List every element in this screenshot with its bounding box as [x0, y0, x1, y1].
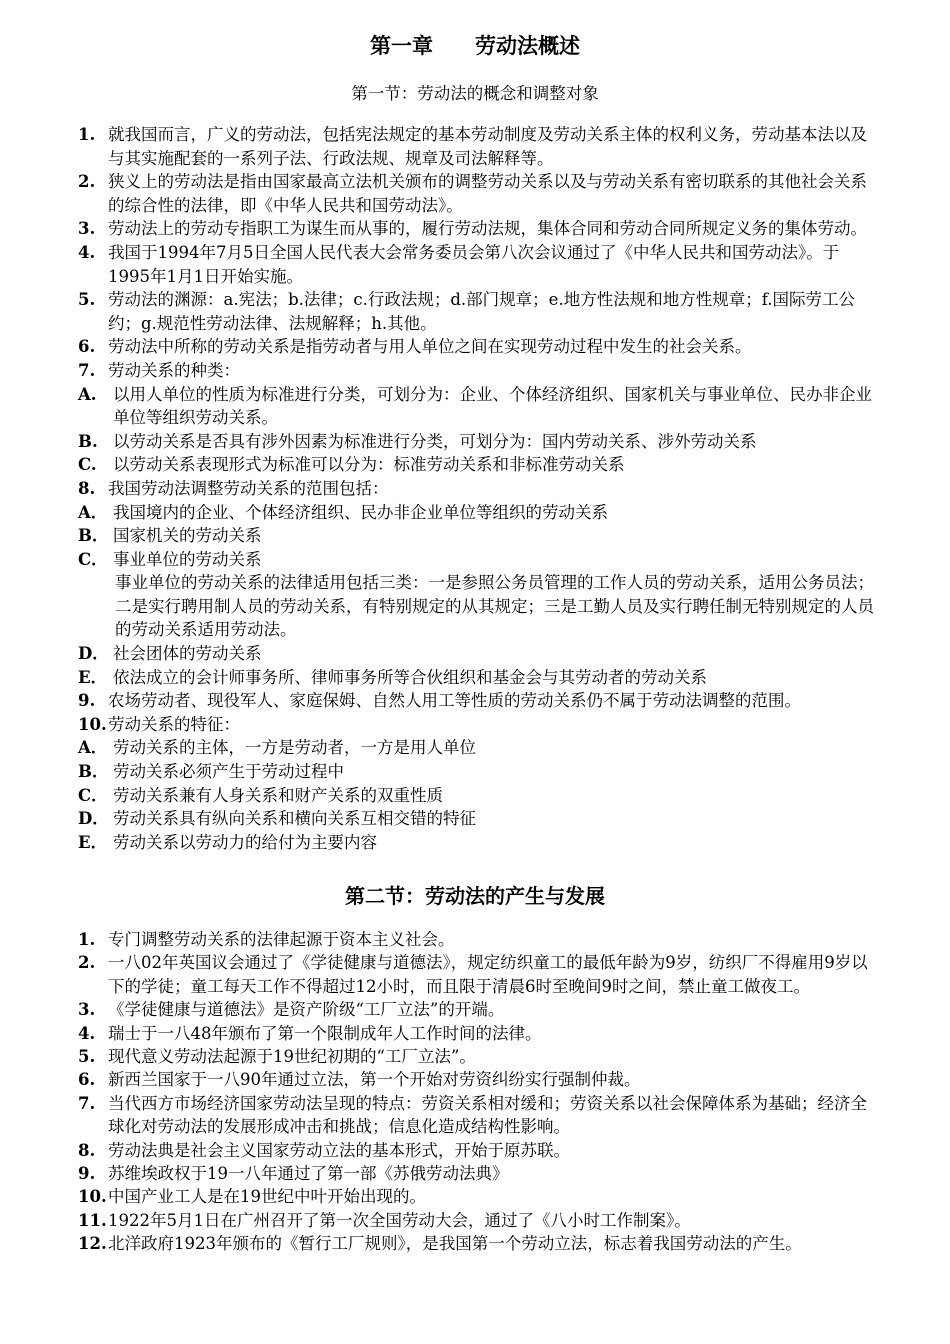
list-item-marker: A． [78, 738, 108, 758]
list-item-marker: E． [78, 667, 108, 687]
list-item-text: 瑞士于一八48年颁布了第一个限制成年人工作时间的法律。 [108, 1023, 542, 1043]
list-item [78, 288, 878, 335]
list-item-text: 以劳动关系表现形式为标准可以分为：标准劳动关系和非标准劳动关系 [113, 455, 625, 475]
list-item-marker: 12. [78, 1234, 107, 1254]
list-item [78, 524, 878, 548]
list-item-marker: 1. [78, 930, 96, 949]
list-item-text: 依法成立的会计师事务所、律师事务所等合伙组织和基金会与其劳动者的劳动关系 [113, 667, 707, 687]
list-item [78, 760, 878, 784]
list-item-text: 社会团体的劳动关系 [113, 644, 262, 664]
list-item [78, 1092, 878, 1139]
list-item [78, 784, 878, 808]
list-item [78, 453, 878, 477]
list-item [78, 928, 878, 951]
list-item-text: 劳动关系必须产生于劳动过程中 [113, 762, 344, 782]
list-item-text: 劳动法上的劳动专指职工为谋生而从事的，履行劳动法规，集体合同和劳动合同所规定义务的集体劳动。 [108, 219, 867, 239]
list-item-marker: 1. [78, 125, 96, 144]
list-item-text: 现代意义劳动法起源于19世纪初期的“工厂立法”。 [108, 1047, 476, 1067]
list-item [78, 359, 878, 383]
list-item-text: 1922年5月1日在广州召开了第一次全国劳动大会，通过了《八小时工作制案》。 [108, 1210, 691, 1230]
list-item-text: 事业单位的劳动关系的法律适用包括三类：一是参照公务员管理的工作人员的劳动关系，适用公务员法；二是实行聘用制人员的劳动关系，有特别规定的从其规定；三是工勤人员及实行聘任制无特别规定的人员的劳动关系适用劳动法。 [115, 573, 874, 640]
list-item-text: 中国产业工人是在19世纪中叶开始出现的。 [108, 1187, 426, 1207]
list-item-text: 一八02年英国议会通过了《学徒健康与道德法》，规定纺织童工的最低年龄为9岁，纺织厂不得雇用9岁以下的学徒；童工每天工作不得超过12小时，而且限于清晨6时至晚间9时之间，禁止童工做夜工。 [108, 953, 868, 996]
list-item-marker: 4. [78, 242, 96, 262]
list-item [78, 217, 878, 241]
list-item [78, 998, 878, 1021]
list-item-text: 劳动法典是社会主义国家劳动立法的基本形式，开始于原苏联。 [108, 1140, 570, 1160]
list-item [78, 477, 878, 501]
list-item-marker: 10. [78, 714, 107, 734]
section-2-list [78, 928, 878, 1256]
list-item-text: 新西兰国家于一八90年通过立法，第一个开始对劳资纠纷实行强制仲裁。 [108, 1070, 641, 1090]
list-item [78, 1139, 878, 1162]
list-item [78, 666, 878, 690]
list-item-marker: 6. [78, 337, 96, 357]
list-item [78, 713, 878, 737]
list-item-marker: 11. [78, 1210, 107, 1230]
list-item [78, 1068, 878, 1091]
list-item-marker: 3. [78, 219, 96, 239]
list-item-text: 专门调整劳动关系的法律起源于资本主义社会。 [108, 930, 455, 949]
section-1-list [78, 123, 878, 854]
list-item [78, 170, 878, 217]
list-item [78, 736, 878, 760]
list-item-text: 劳动法的渊源：a.宪法；b.法律；c.行政法规；d.部门规章；e.地方性法规和地方性规章；f.国际劳工公约；g.规范性劳动法律、法规解释；h.其他。 [108, 290, 855, 333]
list-item-marker: C． [78, 785, 108, 805]
list-item-marker: A. [78, 384, 97, 404]
list-item-marker: 3. [78, 1000, 96, 1020]
list-item-marker: B． [78, 762, 109, 782]
list-item-marker: 7. [78, 1093, 96, 1113]
list-item-text: 《学徒健康与道德法》是资产阶级“工厂立法”的开端。 [108, 1000, 505, 1020]
list-item-text: 北洋政府1923年颁布的《暂行工厂规则》，是我国第一个劳动立法，标志着我国劳动法的产生。 [108, 1234, 802, 1254]
list-item-marker: D． [78, 809, 109, 829]
list-item-marker: 5. [78, 1047, 96, 1067]
list-item-text: 我国境内的企业、个体经济组织、民办非企业单位等组织的劳动关系 [113, 502, 608, 522]
list-item [78, 430, 878, 454]
list-item-text: 苏维埃政权于19一八年通过了第一部《苏俄劳动法典》 [108, 1164, 509, 1184]
list-item [78, 1022, 878, 1045]
list-item [78, 335, 878, 359]
list-item-marker: 9. [78, 1164, 96, 1184]
list-item-marker: 7. [78, 360, 96, 380]
list-item-marker: 4. [78, 1023, 96, 1043]
list-item-marker: 10. [78, 1187, 107, 1207]
list-item [78, 642, 878, 666]
list-item-text: 劳动关系以劳动力的给付为主要内容 [113, 832, 377, 852]
list-item-marker: B． [78, 526, 109, 546]
list-item [78, 1209, 878, 1232]
list-item-text: 我国劳动法调整劳动关系的范围包括： [108, 478, 389, 498]
list-item-text: 我国于1994年7月5日全国人民代表大会常务委员会第八次会议通过了《中华人民共和国劳动法》。于1995年1月1日开始实施。 [108, 242, 840, 286]
list-item [78, 1232, 878, 1255]
chapter-title: 第一章 劳动法概述 [370, 33, 580, 58]
list-item-text: 就我国而言，广义的劳动法，包括宪法规定的基本劳动制度及劳动关系主体的权利义务，劳动基本法以及与其实施配套的一系列子法、行政法规、规章及司法解释等。 [108, 125, 867, 168]
list-item-text: 劳动关系的特征： [108, 714, 240, 734]
list-item [78, 123, 878, 170]
list-item-marker: 6. [78, 1070, 96, 1090]
list-item-text: 劳动关系的种类： [108, 360, 240, 380]
list-item-text: 以用人单位的性质为标准进行分类，可划分为：企业、个体经济组织、国家机关与事业单位、民办非企业单位等组织劳动关系。 [113, 384, 872, 428]
list-item-marker: D． [78, 644, 109, 664]
list-item-text: 当代西方市场经济国家劳动法呈现的特点：劳资关系相对缓和；劳资关系以社会保障体系为基础；经济全球化对劳动法的发展形成冲击和挑战；信息化造成结构性影响。 [108, 1093, 867, 1137]
list-item [78, 1185, 878, 1208]
list-item-text: 农场劳动者、现役军人、家庭保姆、自然人用工等性质的劳动关系仍不属于劳动法调整的范围。 [108, 691, 801, 711]
list-item-marker: A． [78, 502, 108, 522]
list-item-text: 劳动关系具有纵向关系和横向关系互相交错的特征 [113, 809, 476, 829]
list-item-text: 狭义上的劳动法是指由国家最高立法机关颁布的调整劳动关系以及与劳动关系有密切联系的其他社会关系的综合性的法律，即《中华人民共和国劳动法》。 [108, 172, 867, 215]
list-item-marker: 8. [78, 478, 96, 498]
list-item [78, 571, 878, 642]
list-item-marker: 9. [78, 691, 96, 711]
list-item [78, 1045, 878, 1068]
list-item-marker: B. [78, 431, 98, 451]
list-item [78, 548, 878, 572]
list-item-marker: 5. [78, 290, 96, 310]
list-item [78, 807, 878, 831]
list-item-marker: C． [78, 549, 108, 569]
list-item [78, 1162, 878, 1185]
list-item-marker: C. [78, 455, 97, 475]
list-item-text: 劳动法中所称的劳动关系是指劳动者与用人单位之间在实现劳动过程中发生的社会关系。 [108, 337, 752, 357]
list-item-text: 国家机关的劳动关系 [113, 526, 262, 546]
list-item-marker [78, 571, 115, 642]
list-item [78, 501, 878, 525]
list-item-text: 以劳动关系是否具有涉外因素为标准进行分类，可划分为：国内劳动关系、涉外劳动关系 [113, 431, 757, 451]
list-item [78, 241, 878, 288]
list-item-marker: 2. [78, 172, 96, 192]
list-item [78, 951, 878, 998]
list-item-marker: E． [78, 832, 108, 852]
list-item-text: 事业单位的劳动关系 [113, 549, 262, 569]
list-item [78, 383, 878, 430]
list-item-marker: 2. [78, 953, 96, 973]
list-item [78, 689, 878, 713]
list-item-text: 劳动关系兼有人身关系和财产关系的双重性质 [113, 785, 443, 805]
section-1-heading: 第一节：劳动法的概念和调整对象 [351, 84, 599, 103]
list-item-text: 劳动关系的主体，一方是劳动者，一方是用人单位 [113, 738, 476, 758]
list-item-marker: 8. [78, 1140, 96, 1160]
list-item [78, 831, 878, 855]
section-2-heading: 第二节：劳动法的产生与发展 [345, 884, 605, 908]
